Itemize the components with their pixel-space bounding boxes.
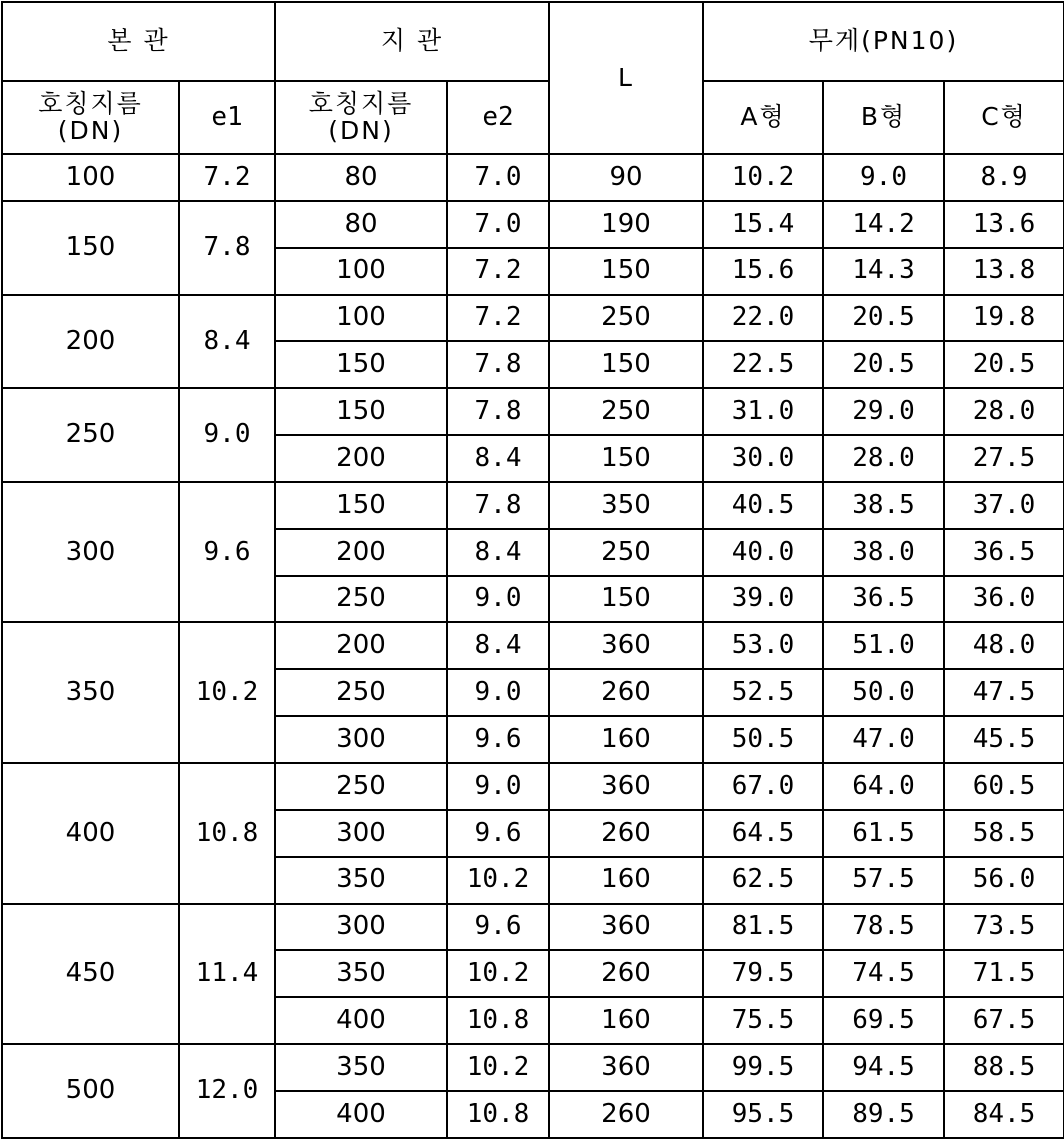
main-dn-cell: 400: [2, 763, 179, 904]
weight-b-cell: 57.5: [823, 857, 944, 904]
weight-b-cell: 29.0: [823, 388, 944, 435]
weight-a-cell: 99.5: [703, 1044, 823, 1091]
e2-cell: 7.0: [447, 201, 549, 248]
length-cell: 150: [549, 341, 703, 388]
e1-cell: 7.2: [179, 154, 275, 201]
weight-c-cell: 19.8: [944, 295, 1064, 342]
weight-c-cell: 84.5: [944, 1091, 1064, 1138]
length-cell: 360: [549, 763, 703, 810]
length-cell: 190: [549, 201, 703, 248]
length-cell: 250: [549, 529, 703, 576]
branch-dn-cell: 300: [275, 904, 447, 951]
e2-cell: 9.0: [447, 763, 549, 810]
length-cell: 250: [549, 388, 703, 435]
weight-b-cell: 51.0: [823, 622, 944, 669]
main-dn-cell: 100: [2, 154, 179, 201]
weight-c-cell: 88.5: [944, 1044, 1064, 1091]
branch-dn-cell: 80: [275, 201, 447, 248]
weight-c-cell: 56.0: [944, 857, 1064, 904]
header-row-2: [2, 81, 1064, 154]
branch-dn-cell: 250: [275, 763, 447, 810]
e2-cell: 7.2: [447, 248, 549, 295]
branch-dn-cell: 250: [275, 669, 447, 716]
length-cell: 360: [549, 1044, 703, 1091]
length-cell: 160: [549, 716, 703, 763]
table-row: [2, 388, 1064, 435]
weight-a-cell: 40.5: [703, 482, 823, 529]
weight-c-cell: 45.5: [944, 716, 1064, 763]
branch-dn-cell: 150: [275, 388, 447, 435]
weight-a-cell: 15.6: [703, 248, 823, 295]
weight-b-cell: 61.5: [823, 810, 944, 857]
e2-header: e2: [447, 81, 549, 154]
length-cell: 160: [549, 857, 703, 904]
weight-c-cell: 73.5: [944, 904, 1064, 951]
weight-b-cell: 20.5: [823, 341, 944, 388]
weight-b-cell: 78.5: [823, 904, 944, 951]
branch-dn-cell: 250: [275, 576, 447, 623]
weight-a-cell: 53.0: [703, 622, 823, 669]
e1-header: e1: [179, 81, 275, 154]
e2-cell: 9.6: [447, 904, 549, 951]
e2-cell: 7.2: [447, 295, 549, 342]
branch-nominal-diameter-header: 호칭지름 (DN): [275, 81, 447, 154]
weight-a-cell: 95.5: [703, 1091, 823, 1138]
e1-cell: 10.2: [179, 622, 275, 763]
length-cell: 150: [549, 435, 703, 482]
branch-dn-cell: 100: [275, 248, 447, 295]
weight-a-cell: 31.0: [703, 388, 823, 435]
table-row: [2, 201, 1064, 248]
e1-cell: 9.6: [179, 482, 275, 623]
e1-cell: 8.4: [179, 295, 275, 389]
weight-c-cell: 71.5: [944, 950, 1064, 997]
type-a-header: A형: [703, 81, 823, 154]
weight-a-cell: 15.4: [703, 201, 823, 248]
length-cell: 260: [549, 1091, 703, 1138]
branch-dn-cell: 350: [275, 950, 447, 997]
weight-a-cell: 81.5: [703, 904, 823, 951]
weight-b-cell: 38.5: [823, 482, 944, 529]
weight-c-cell: 20.5: [944, 341, 1064, 388]
weight-c-cell: 67.5: [944, 997, 1064, 1044]
weight-b-cell: 47.0: [823, 716, 944, 763]
branch-dn-cell: 150: [275, 482, 447, 529]
table-row: [2, 1044, 1064, 1091]
weight-c-cell: 8.9: [944, 154, 1064, 201]
weight-c-cell: 27.5: [944, 435, 1064, 482]
branch-dn-cell: 80: [275, 154, 447, 201]
spec-table: [1, 1, 1064, 1139]
weight-a-cell: 39.0: [703, 576, 823, 623]
length-cell: 150: [549, 576, 703, 623]
e1-cell: 7.8: [179, 201, 275, 295]
e2-cell: 7.0: [447, 154, 549, 201]
length-cell: 150: [549, 248, 703, 295]
branch-dn-cell: 100: [275, 295, 447, 342]
branch-dn-cell: 350: [275, 1044, 447, 1091]
type-c-header: C형: [944, 81, 1064, 154]
weight-b-cell: 28.0: [823, 435, 944, 482]
weight-b-cell: 14.2: [823, 201, 944, 248]
weight-c-cell: 36.0: [944, 576, 1064, 623]
main-dn-cell: 200: [2, 295, 179, 389]
e1-cell: 12.0: [179, 1044, 275, 1138]
length-cell: 250: [549, 295, 703, 342]
e2-cell: 10.2: [447, 857, 549, 904]
weight-b-cell: 69.5: [823, 997, 944, 1044]
main-dn-cell: 300: [2, 482, 179, 623]
length-cell: 260: [549, 950, 703, 997]
type-b-header: B형: [823, 81, 944, 154]
length-cell: 360: [549, 904, 703, 951]
table-row: [2, 482, 1064, 529]
e1-cell: 10.8: [179, 763, 275, 904]
main-pipe-header: 본 관: [2, 2, 275, 81]
table-row: [2, 154, 1064, 201]
e1-cell: 9.0: [179, 388, 275, 482]
e2-cell: 9.6: [447, 716, 549, 763]
e2-cell: 9.6: [447, 810, 549, 857]
e2-cell: 9.0: [447, 669, 549, 716]
weight-b-cell: 38.0: [823, 529, 944, 576]
weight-c-cell: 47.5: [944, 669, 1064, 716]
length-cell: 260: [549, 810, 703, 857]
branch-dn-cell: 350: [275, 857, 447, 904]
weight-b-cell: 36.5: [823, 576, 944, 623]
main-dn-cell: 350: [2, 622, 179, 763]
e2-cell: 8.4: [447, 435, 549, 482]
weight-b-cell: 20.5: [823, 295, 944, 342]
main-dn-cell: 150: [2, 201, 179, 295]
table-row: [2, 622, 1064, 669]
branch-dn-cell: 400: [275, 997, 447, 1044]
weight-a-cell: 52.5: [703, 669, 823, 716]
e2-cell: 8.4: [447, 622, 549, 669]
weight-a-cell: 64.5: [703, 810, 823, 857]
weight-a-cell: 10.2: [703, 154, 823, 201]
length-cell: 160: [549, 997, 703, 1044]
branch-pipe-header: 지 관: [275, 2, 549, 81]
length-header: L: [549, 2, 703, 154]
e2-cell: 10.8: [447, 1091, 549, 1138]
e2-cell: 7.8: [447, 388, 549, 435]
length-cell: 260: [549, 669, 703, 716]
weight-c-cell: 48.0: [944, 622, 1064, 669]
length-cell: 350: [549, 482, 703, 529]
weight-c-cell: 13.8: [944, 248, 1064, 295]
weight-c-cell: 36.5: [944, 529, 1064, 576]
weight-a-cell: 50.5: [703, 716, 823, 763]
e2-cell: 10.2: [447, 950, 549, 997]
header-row-1: [2, 2, 1064, 81]
weight-c-cell: 60.5: [944, 763, 1064, 810]
weight-a-cell: 30.0: [703, 435, 823, 482]
main-dn-cell: 250: [2, 388, 179, 482]
weight-c-cell: 58.5: [944, 810, 1064, 857]
branch-dn-cell: 200: [275, 529, 447, 576]
branch-dn-cell: 150: [275, 341, 447, 388]
e2-cell: 10.2: [447, 1044, 549, 1091]
e2-cell: 10.8: [447, 997, 549, 1044]
weight-b-cell: 94.5: [823, 1044, 944, 1091]
main-dn-cell: 450: [2, 904, 179, 1045]
weight-b-cell: 74.5: [823, 950, 944, 997]
weight-a-cell: 22.5: [703, 341, 823, 388]
weight-a-cell: 67.0: [703, 763, 823, 810]
table-row: [2, 904, 1064, 951]
weight-b-cell: 64.0: [823, 763, 944, 810]
weight-b-cell: 14.3: [823, 248, 944, 295]
branch-dn-cell: 200: [275, 435, 447, 482]
e2-cell: 7.8: [447, 341, 549, 388]
weight-b-cell: 89.5: [823, 1091, 944, 1138]
table-row: [2, 295, 1064, 342]
table-row: [2, 763, 1064, 810]
main-dn-cell: 500: [2, 1044, 179, 1138]
weight-a-cell: 75.5: [703, 997, 823, 1044]
branch-dn-cell: 300: [275, 716, 447, 763]
e2-cell: 9.0: [447, 576, 549, 623]
weight-a-cell: 40.0: [703, 529, 823, 576]
e2-cell: 7.8: [447, 482, 549, 529]
branch-dn-cell: 400: [275, 1091, 447, 1138]
length-cell: 90: [549, 154, 703, 201]
e2-cell: 8.4: [447, 529, 549, 576]
weight-a-cell: 79.5: [703, 950, 823, 997]
weight-b-cell: 50.0: [823, 669, 944, 716]
weight-b-cell: 9.0: [823, 154, 944, 201]
weight-a-cell: 62.5: [703, 857, 823, 904]
main-nominal-diameter-header: 호칭지름 (DN): [2, 81, 179, 154]
weight-c-cell: 28.0: [944, 388, 1064, 435]
branch-dn-cell: 300: [275, 810, 447, 857]
weight-c-cell: 13.6: [944, 201, 1064, 248]
length-cell: 360: [549, 622, 703, 669]
weight-c-cell: 37.0: [944, 482, 1064, 529]
weight-header: 무게(PN10): [703, 2, 1064, 81]
weight-a-cell: 22.0: [703, 295, 823, 342]
e1-cell: 11.4: [179, 904, 275, 1045]
branch-dn-cell: 200: [275, 622, 447, 669]
